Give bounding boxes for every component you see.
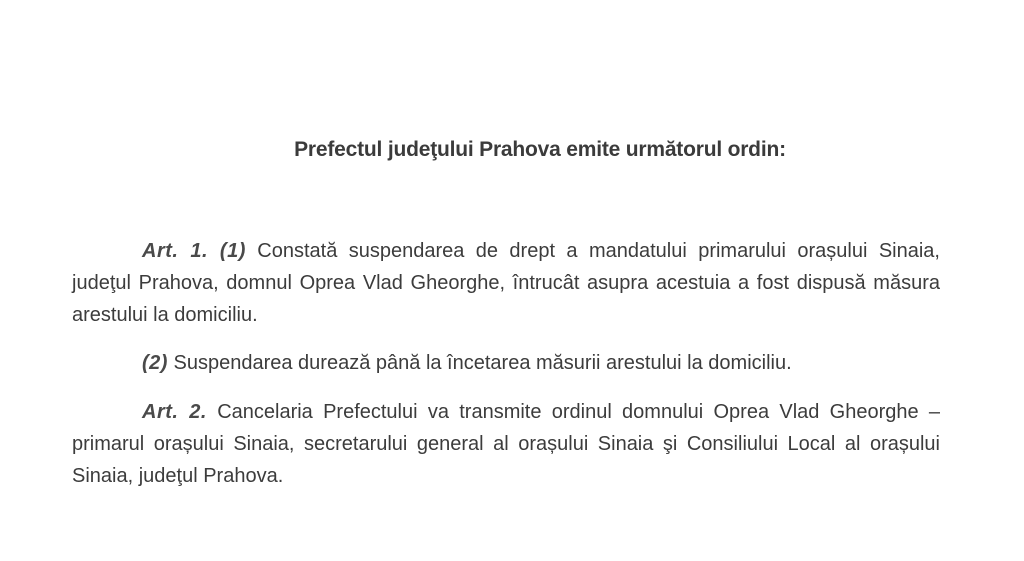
article-1-paragraph-2 — [72, 347, 940, 379]
article-2-text: Cancelaria Prefectului va transmite ordinul domnului Oprea Vlad Gheorghe – primarul orașului Sinaia, secretarului general al orașului Sinaia şi Consiliului Local al orașului Sinaia, judeţul Prahova. — [72, 401, 941, 487]
article-1-par-2-label: (2) — [142, 352, 168, 374]
article-2-label: Art. 2. — [142, 401, 207, 423]
article-1-paragraph — [72, 235, 940, 331]
article-1-par-2-text: Suspendarea durează până la încetarea măsurii arestului la domiciliu. — [173, 352, 792, 374]
article-2-paragraph — [72, 396, 940, 492]
article-1-text: Constată suspendarea de drept a mandatului primarului orașului Sinaia, judeţul Prahova, domnul Oprea Vlad Gheorghe, întrucât asupra acestuia a fost dispusă măsura arestului la domiciliu. — [72, 240, 940, 326]
document-heading: Prefectul judeţului Prahova emite următorul ordin: — [294, 138, 786, 161]
article-1-label: Art. 1. (1) — [142, 240, 246, 262]
